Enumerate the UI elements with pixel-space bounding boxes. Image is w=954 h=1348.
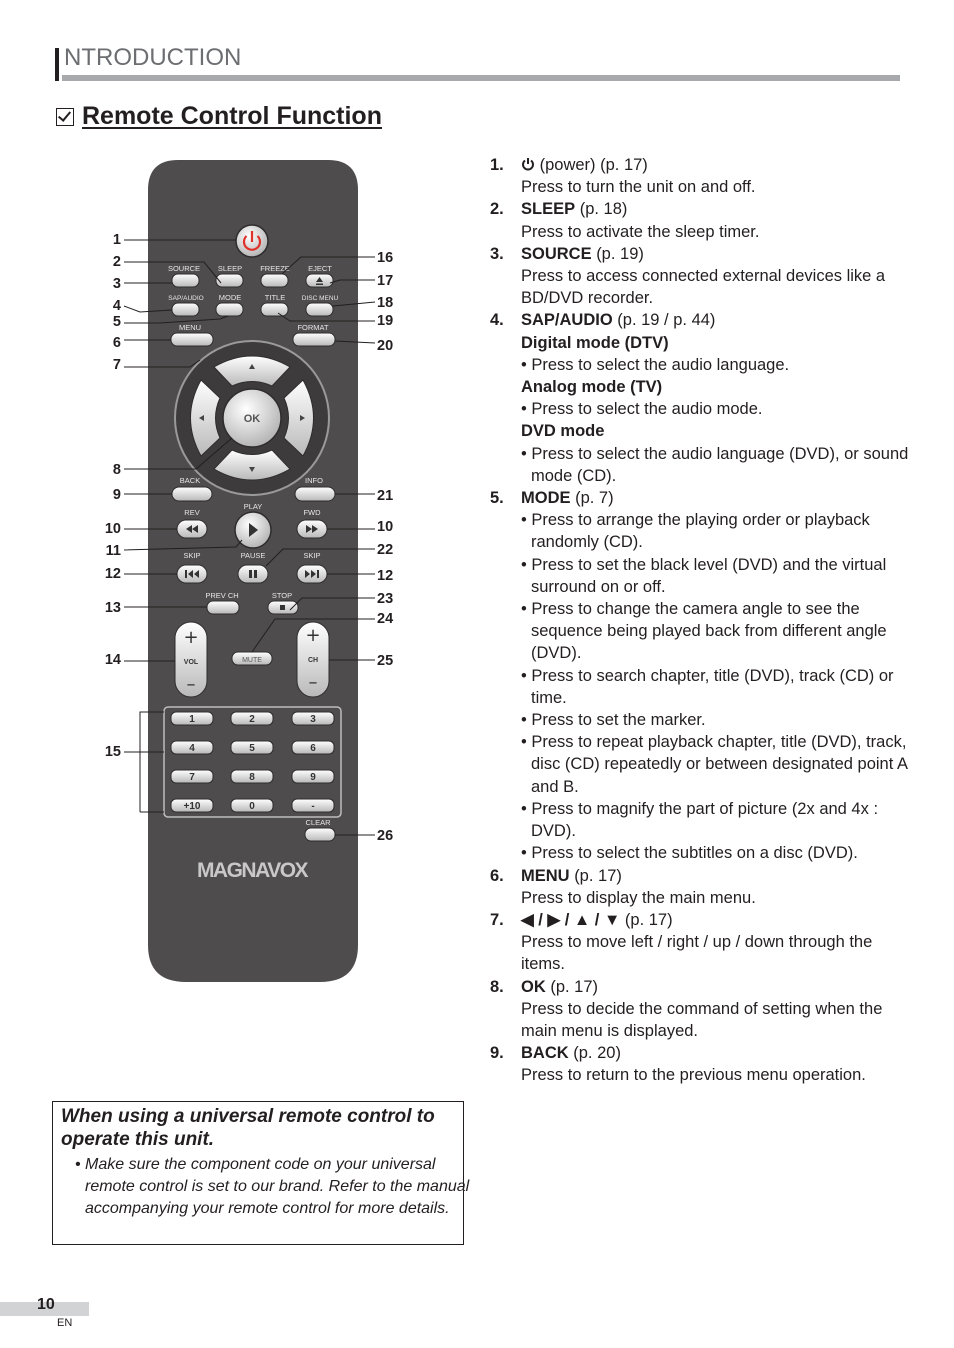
rev-label: REV: [184, 508, 200, 517]
item-ref: (p. 17): [624, 910, 673, 929]
callout-number: 10: [377, 519, 394, 535]
freeze-label: FREEZE: [260, 264, 290, 273]
mode-label: MODE: [218, 293, 242, 302]
format-button: [293, 333, 335, 346]
item-desc: Press to turn the unit on and off.: [521, 178, 756, 197]
skip-back-label: SKIP: [183, 551, 201, 560]
eject-label: EJECT: [308, 264, 332, 273]
callout-number: 3: [112, 276, 121, 292]
keypad-key-label: 1: [189, 714, 195, 725]
callout-number: 13: [104, 600, 121, 616]
callout-number: 11: [105, 543, 121, 559]
disc-menu-label: DISC MENU: [301, 295, 339, 302]
callout-number: 21: [377, 488, 394, 504]
list-item-sap-audio: [490, 309, 910, 487]
list-item-mode: [490, 487, 910, 864]
mute-label: MUTE: [242, 657, 262, 664]
clear-label: CLEAR: [305, 818, 331, 827]
pause-label: PAUSE: [240, 551, 266, 560]
menu-button: [171, 333, 213, 346]
title-button: [261, 303, 288, 316]
item-number: 1.: [490, 156, 504, 174]
keypad-key-label: 8: [249, 772, 255, 783]
callout-number: 8: [112, 462, 121, 478]
item-name: SOURCE: [521, 244, 592, 263]
item-ref: (p. 7): [575, 489, 614, 508]
keypad-key-label: +10: [183, 801, 201, 812]
callout-number: 25: [377, 653, 394, 669]
keypad-key-label: 5: [249, 743, 255, 754]
list-item-ok: [490, 976, 910, 1043]
bullet-text: • Press to repeat playback chapter, title (DVD), track, disc (CD) repeatedly or between designated point A and B.: [521, 733, 908, 796]
item-desc: Press to decide the command of setting when the main menu is displayed.: [521, 999, 883, 1040]
item-name: SAP/AUDIO: [521, 311, 613, 330]
item-ref: (p. 20): [573, 1044, 621, 1063]
mode-heading: Digital mode (DTV): [521, 333, 669, 352]
note-heading: When using a universal remote control to operate this unit.: [61, 1106, 435, 1150]
list-item-menu: [490, 865, 910, 909]
sap-audio-button: [172, 303, 199, 316]
disc-menu-button: [306, 303, 333, 316]
back-label: BACK: [179, 476, 201, 485]
callout-number: 7: [112, 357, 121, 373]
item-name: OK: [521, 977, 546, 996]
mode-heading: Analog mode (TV): [521, 378, 663, 397]
callout-number: 12: [377, 568, 394, 584]
item-name: ◀ / ▶ / ▲ / ▼: [521, 910, 621, 929]
ok-label: OK: [243, 413, 261, 425]
item-ref: (p. 19 / p. 44): [617, 311, 716, 330]
keypad-key-label: -: [311, 801, 315, 812]
sleep-button: [216, 274, 243, 287]
keypad-key-label: 9: [310, 772, 316, 783]
item-number: 2.: [490, 200, 504, 219]
list-item-power: [490, 154, 910, 198]
bullet-text: • Press to set the black level (DVD) and the virtual surround on or off.: [521, 555, 887, 596]
vol-label: VOL: [183, 659, 199, 666]
keypad-key-label: 3: [310, 714, 316, 725]
item-number: 9.: [490, 1044, 504, 1063]
function-list: [490, 154, 910, 1087]
callout-number: 22: [377, 542, 394, 558]
page-number: 10: [37, 1296, 55, 1313]
callout-number: 4: [112, 298, 121, 314]
vol-plus-icon: +: [183, 627, 199, 648]
keypad-key-label: 7: [189, 772, 195, 783]
item-number: 7.: [490, 910, 504, 929]
list-item-sleep: [490, 198, 910, 242]
callout-number: 18: [377, 295, 394, 311]
callout-number: 16: [377, 250, 394, 266]
page-language: EN: [57, 1317, 73, 1329]
callout-number: 9: [112, 487, 121, 503]
item-ref: (p. 17): [574, 866, 622, 885]
callout-number: 12: [104, 566, 121, 582]
sleep-label: SLEEP: [217, 264, 243, 273]
callout-number: 23: [377, 591, 394, 607]
section-title-text: Remote Control Function: [82, 102, 382, 130]
prev-ch-label: PREV CH: [205, 591, 239, 600]
callout-number: 14: [104, 652, 121, 668]
callout-number: 24: [377, 611, 394, 627]
item-number: 4.: [490, 311, 504, 330]
mode-heading: DVD mode: [521, 422, 605, 441]
callout-number: 6: [112, 335, 121, 351]
bullet-text: • Press to magnify the part of picture (2x and 4x : DVD).: [521, 799, 879, 841]
freeze-button: [261, 274, 288, 287]
item-desc: Press to return to the previous menu operation.: [521, 1066, 866, 1085]
keypad-key-label: 2: [249, 714, 255, 725]
callout-number: 2: [112, 254, 121, 270]
bullet-text: • Press to select the audio mode.: [521, 400, 763, 419]
item-name: SLEEP: [521, 200, 576, 219]
item-desc: Press to display the main menu.: [521, 888, 756, 907]
note-body: • Make sure the component code on your universal remote control is set to our brand. Refer to the manual accompanying your remote control for more details.: [75, 1156, 470, 1217]
callout-number: 17: [377, 273, 394, 289]
back-button: [172, 487, 212, 501]
format-label: FORMAT: [297, 323, 329, 332]
info-button: [295, 487, 335, 501]
item-name: BACK: [521, 1044, 569, 1063]
callout-number: 10: [104, 521, 121, 537]
power-icon: [521, 157, 535, 171]
play-label: PLAY: [243, 502, 263, 511]
callout-number: 15: [104, 744, 121, 760]
bullet-text: • Press to select the audio language.: [521, 355, 790, 374]
menu-label: MENU: [178, 323, 202, 332]
item-number: 3.: [490, 244, 504, 263]
callout-number: 5: [112, 314, 121, 330]
source-label: SOURCE: [167, 264, 201, 273]
item-number: 5.: [490, 489, 504, 508]
bullet-text: • Press to search chapter, title (DVD), track (CD) or time.: [521, 666, 894, 707]
callout-numbers-right: [377, 250, 393, 844]
title-label: TITLE: [264, 293, 286, 302]
item-name: MODE: [521, 489, 571, 508]
keypad-key-label: 0: [249, 801, 255, 812]
item-desc: Press to access connected external devices like a BD/DVD recorder.: [521, 267, 886, 308]
mode-button: [216, 303, 243, 316]
item-number: 8.: [490, 977, 504, 996]
item-number: 6.: [490, 866, 504, 885]
item-ref: (p. 19): [596, 244, 644, 263]
prev-ch-button: [207, 601, 239, 614]
universal-remote-note: [52, 1101, 470, 1245]
item-desc: Press to activate the sleep timer.: [521, 222, 760, 241]
bullet-text: • Press to arrange the playing order or playback randomly (CD).: [521, 511, 870, 552]
list-item-arrows: [490, 909, 910, 976]
source-button: [172, 274, 199, 287]
skip-forward-label: SKIP: [303, 551, 321, 560]
callout-number: 26: [377, 828, 394, 844]
item-name: MENU: [521, 866, 570, 885]
bullet-text: • Press to set the marker.: [521, 711, 706, 730]
item-ref: (p. 17): [550, 977, 599, 996]
ch-plus-icon: +: [305, 625, 321, 646]
list-item-back: [490, 1042, 910, 1086]
fwd-label: FWD: [303, 508, 321, 517]
bullet-text: • Press to select the audio language (DVD), or sound mode (CD).: [521, 444, 909, 485]
page-header-title: NTRODUCTION: [64, 44, 242, 71]
brand-logo: MAGNAVOX: [196, 859, 308, 882]
info-label: INFO: [305, 476, 323, 485]
bullet-text: • Press to change the camera angle to see the sequence being played back from different angle (DVD).: [521, 600, 887, 663]
item-desc: Press to move left / right / up / down through the items.: [521, 933, 873, 974]
keypad-key-label: 6: [310, 743, 316, 754]
stop-icon: [280, 605, 285, 610]
list-item-source: [490, 243, 910, 310]
vol-minus-icon: –: [186, 674, 196, 695]
ch-label: CH: [307, 657, 319, 664]
clear-button: [305, 828, 335, 841]
ch-minus-icon: –: [308, 672, 318, 693]
callout-number: 1: [112, 232, 121, 248]
keypad-key-label: 4: [189, 743, 195, 754]
item-ref: (p. 18): [579, 200, 628, 219]
bullet-text: • Press to select the subtitles on a disc (DVD).: [521, 844, 858, 863]
callout-number: 19: [377, 313, 394, 329]
item-ref: (power) (p. 17): [539, 156, 648, 174]
stop-label: STOP: [271, 591, 293, 600]
callout-number: 20: [377, 338, 394, 354]
callout-numbers-left: [105, 232, 121, 760]
pause-button: [238, 565, 268, 583]
sap-audio-label: SAP/AUDIO: [168, 295, 204, 302]
